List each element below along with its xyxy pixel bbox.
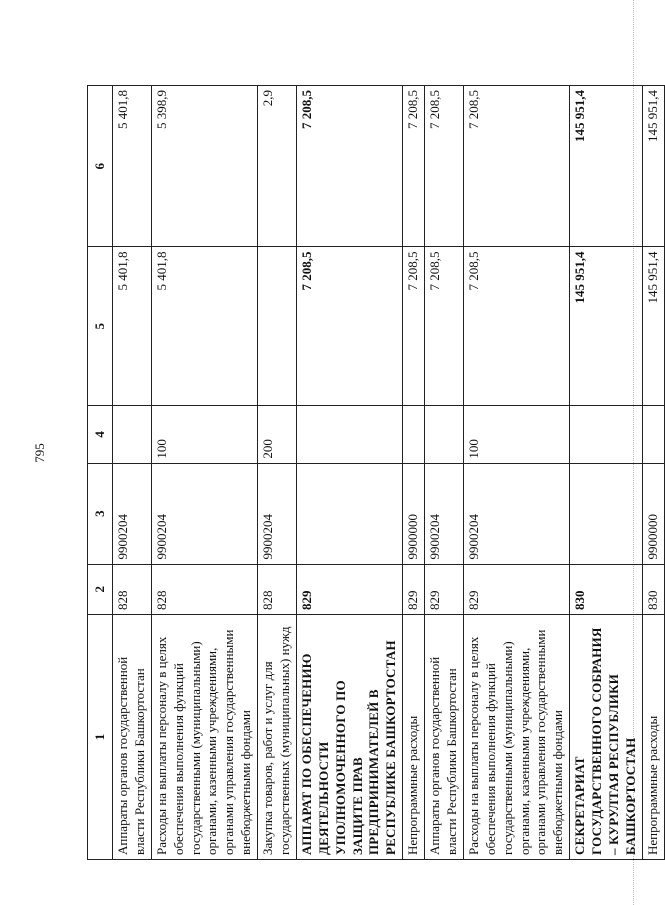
row-type-cell xyxy=(425,406,464,464)
row-name-cell: Расходы на выплаты персоналу в целях обеспечения выполнения функций государственными (муниципальными) органами, казенными учреждениями, органами управления государственными внебюджетными фондами xyxy=(151,614,257,859)
row-amount2-cell: 145 951,4 xyxy=(570,86,643,247)
row-code-cell: 828 xyxy=(151,564,257,614)
rotated-table-wrapper xyxy=(87,85,660,860)
row-article-cell: 9900204 xyxy=(113,463,152,564)
row-article-cell: 9900000 xyxy=(403,463,425,564)
row-amount2-cell: 5 401,8 xyxy=(113,86,152,247)
row-amount2-cell: 7 208,5 xyxy=(296,86,402,247)
budget-table xyxy=(87,85,665,860)
table-row xyxy=(151,86,257,860)
row-article-cell: 9900204 xyxy=(463,463,569,564)
header-cell-5: 5 xyxy=(88,247,113,406)
row-name-cell: Непрограммные расходы xyxy=(642,614,664,859)
table-body xyxy=(113,86,665,860)
row-amount-cell: 7 208,5 xyxy=(463,247,569,406)
row-type-cell: 100 xyxy=(463,406,569,464)
page-number: 795 xyxy=(32,443,47,463)
header-cell-4: 4 xyxy=(88,406,113,464)
table-row xyxy=(642,86,664,860)
row-amount2-cell: 7 208,5 xyxy=(403,86,425,247)
row-amount-cell: 7 208,5 xyxy=(425,247,464,406)
row-amount-cell xyxy=(258,247,297,406)
header-cell-6: 6 xyxy=(88,86,113,247)
table-row xyxy=(113,86,152,860)
row-article-cell xyxy=(570,463,643,564)
row-amount2-cell: 7 208,5 xyxy=(463,86,569,247)
row-name-cell: Непрограммные расходы xyxy=(403,614,425,859)
row-type-cell xyxy=(113,406,152,464)
row-name-cell: Аппараты органов государственной власти Республики Башкортостан xyxy=(113,614,152,859)
row-amount-cell: 5 401,8 xyxy=(151,247,257,406)
header-row xyxy=(88,86,113,860)
row-code-cell: 828 xyxy=(113,564,152,614)
row-type-cell: 200 xyxy=(258,406,297,464)
row-amount2-cell: 7 208,5 xyxy=(425,86,464,247)
table-row xyxy=(425,86,464,860)
row-amount-cell: 5 401,8 xyxy=(113,247,152,406)
row-name-cell: Закупка товаров, работ и услуг для государственных (муниципальных) нужд xyxy=(258,614,297,859)
table-row xyxy=(296,86,402,860)
row-article-cell: 9900204 xyxy=(151,463,257,564)
row-type-cell xyxy=(403,406,425,464)
row-article-cell: 9900204 xyxy=(258,463,297,564)
row-amount-cell: 145 951,4 xyxy=(570,247,643,406)
row-article-cell: 9900204 xyxy=(425,463,464,564)
row-code-cell: 829 xyxy=(425,564,464,614)
row-amount-cell: 7 208,5 xyxy=(296,247,402,406)
row-name-cell: Аппараты органов государственной власти Республики Башкортостан xyxy=(425,614,464,859)
row-type-cell xyxy=(570,406,643,464)
row-name-cell: СЕКРЕТАРИАТ ГОСУДАРСТВЕННОГО СОБРАНИЯ – КУРУЛТАЯ РЕСПУБЛИКИ БАШКОРТОСТАН xyxy=(570,614,643,859)
row-code-cell: 829 xyxy=(463,564,569,614)
row-type-cell xyxy=(296,406,402,464)
row-type-cell: 100 xyxy=(151,406,257,464)
row-code-cell: 829 xyxy=(403,564,425,614)
row-amount-cell: 7 208,5 xyxy=(403,247,425,406)
row-code-cell: 829 xyxy=(296,564,402,614)
row-type-cell xyxy=(642,406,664,464)
row-article-cell xyxy=(296,463,402,564)
row-article-cell: 9900000 xyxy=(642,463,664,564)
row-code-cell: 828 xyxy=(258,564,297,614)
table-row xyxy=(258,86,297,860)
row-name-cell: Расходы на выплаты персоналу в целях обеспечения выполнения функций государственными (муниципальными) органами, казенными учреждениями, органами управления государственными внебюджетными фондами xyxy=(463,614,569,859)
table-row xyxy=(463,86,569,860)
row-code-cell: 830 xyxy=(642,564,664,614)
table-row xyxy=(403,86,425,860)
row-amount2-cell: 5 398,9 xyxy=(151,86,257,247)
row-amount2-cell: 2,9 xyxy=(258,86,297,247)
row-amount-cell: 145 951,4 xyxy=(642,247,664,406)
row-code-cell: 830 xyxy=(570,564,643,614)
header-cell-1: 1 xyxy=(88,614,113,859)
row-name-cell: АППАРАТ ПО ОБЕСПЕЧЕНИЮ ДЕЯТЕЛЬНОСТИ УПОЛНОМОЧЕННОГО ПО ЗАЩИТЕ ПРАВ ПРЕДПРИНИМАТЕЛЕЙ В РЕСПУБЛИКЕ БАШКОРТОСТАН xyxy=(296,614,402,859)
row-amount2-cell: 145 951,4 xyxy=(642,86,664,247)
table-row xyxy=(570,86,643,860)
header-cell-3: 3 xyxy=(88,463,113,564)
header-cell-2: 2 xyxy=(88,564,113,614)
